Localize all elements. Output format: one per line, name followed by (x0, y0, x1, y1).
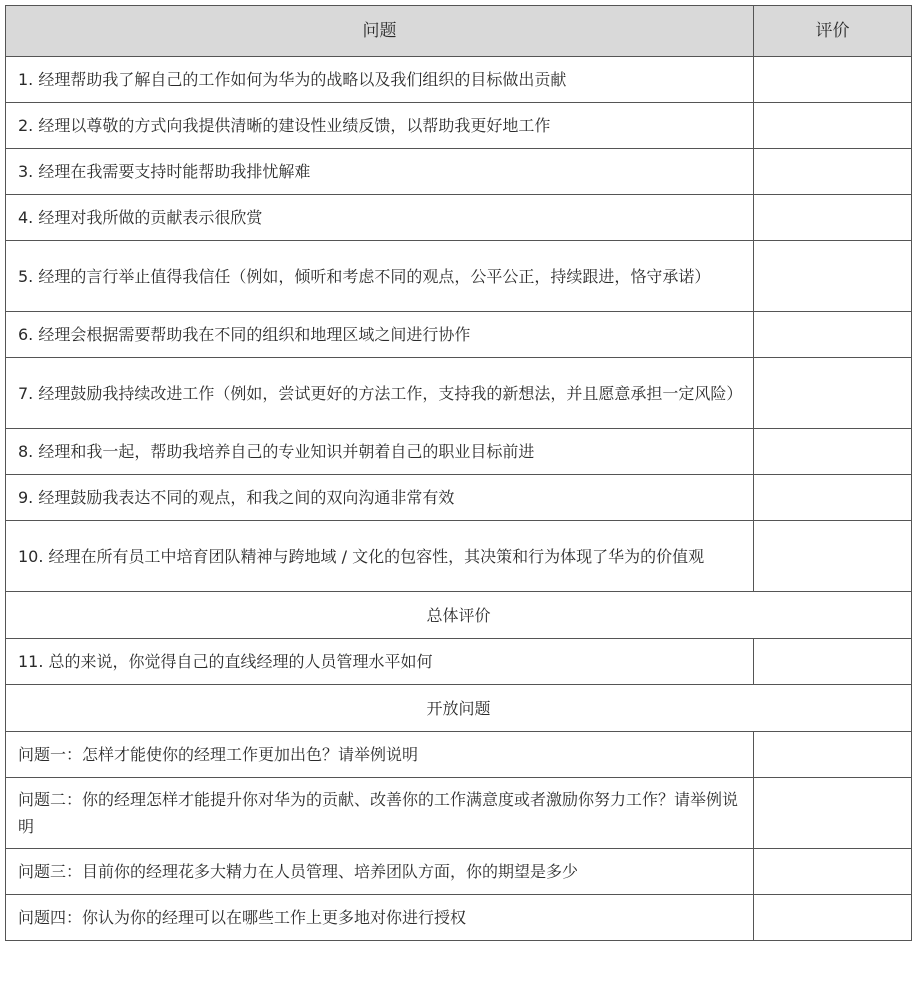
question-text: 11. 总的来说，你觉得自己的直线经理的人员管理水平如何 (6, 639, 754, 685)
question-row-10 (6, 521, 912, 592)
question-text: 9. 经理鼓励我表达不同的观点，和我之间的双向沟通非常有效 (6, 475, 754, 521)
manager-evaluation-table (5, 5, 912, 941)
question-row-8 (6, 429, 912, 475)
question-row-6 (6, 312, 912, 358)
question-row-4 (6, 195, 912, 241)
open-section-row (6, 685, 912, 732)
rating-cell[interactable] (754, 57, 912, 103)
question-text: 问题四：你认为你的经理可以在哪些工作上更多地对你进行授权 (6, 895, 754, 941)
question-text: 3. 经理在我需要支持时能帮助我排忧解难 (6, 149, 754, 195)
question-row-9 (6, 475, 912, 521)
open-question-row-3 (6, 849, 912, 895)
question-text: 6. 经理会根据需要帮助我在不同的组织和地理区域之间进行协作 (6, 312, 754, 358)
open-section-title: 开放问题 (6, 685, 912, 732)
overall-section-title: 总体评价 (6, 592, 912, 639)
question-text: 问题二：你的经理怎样才能提升你对华为的贡献、改善你的工作满意度或者激励你努力工作？请举例说明 (6, 778, 754, 849)
rating-cell[interactable] (754, 475, 912, 521)
question-row-3 (6, 149, 912, 195)
question-row-7 (6, 358, 912, 429)
rating-cell[interactable] (754, 149, 912, 195)
question-row-5 (6, 241, 912, 312)
rating-cell[interactable] (754, 895, 912, 941)
rating-cell[interactable] (754, 849, 912, 895)
question-row-1 (6, 57, 912, 103)
rating-cell[interactable] (754, 241, 912, 312)
question-text: 4. 经理对我所做的贡献表示很欣赏 (6, 195, 754, 241)
question-text: 7. 经理鼓励我持续改进工作（例如，尝试更好的方法工作，支持我的新想法，并且愿意承担一定风险） (6, 358, 754, 429)
question-text: 5. 经理的言行举止值得我信任（例如，倾听和考虑不同的观点，公平公正，持续跟进，恪守承诺） (6, 241, 754, 312)
question-row-11 (6, 639, 912, 685)
question-column-header: 问题 (6, 6, 754, 57)
rating-cell[interactable] (754, 358, 912, 429)
rating-cell[interactable] (754, 639, 912, 685)
open-question-row-2 (6, 778, 912, 849)
rating-column-header: 评价 (754, 6, 912, 57)
question-text: 问题一：怎样才能使你的经理工作更加出色？请举例说明 (6, 732, 754, 778)
question-row-2 (6, 103, 912, 149)
rating-cell[interactable] (754, 429, 912, 475)
question-text: 10. 经理在所有员工中培育团队精神与跨地域 / 文化的包容性，其决策和行为体现了华为的价值观 (6, 521, 754, 592)
rating-cell[interactable] (754, 195, 912, 241)
rating-cell[interactable] (754, 521, 912, 592)
open-question-row-1 (6, 732, 912, 778)
rating-cell[interactable] (754, 103, 912, 149)
header-row (6, 6, 912, 57)
question-text: 2. 经理以尊敬的方式向我提供清晰的建设性业绩反馈，以帮助我更好地工作 (6, 103, 754, 149)
question-text: 问题三：目前你的经理花多大精力在人员管理、培养团队方面，你的期望是多少 (6, 849, 754, 895)
question-text: 8. 经理和我一起，帮助我培养自己的专业知识并朝着自己的职业目标前进 (6, 429, 754, 475)
question-text: 1. 经理帮助我了解自己的工作如何为华为的战略以及我们组织的目标做出贡献 (6, 57, 754, 103)
rating-cell[interactable] (754, 778, 912, 849)
open-question-row-4 (6, 895, 912, 941)
overall-section-row (6, 592, 912, 639)
rating-cell[interactable] (754, 732, 912, 778)
rating-cell[interactable] (754, 312, 912, 358)
